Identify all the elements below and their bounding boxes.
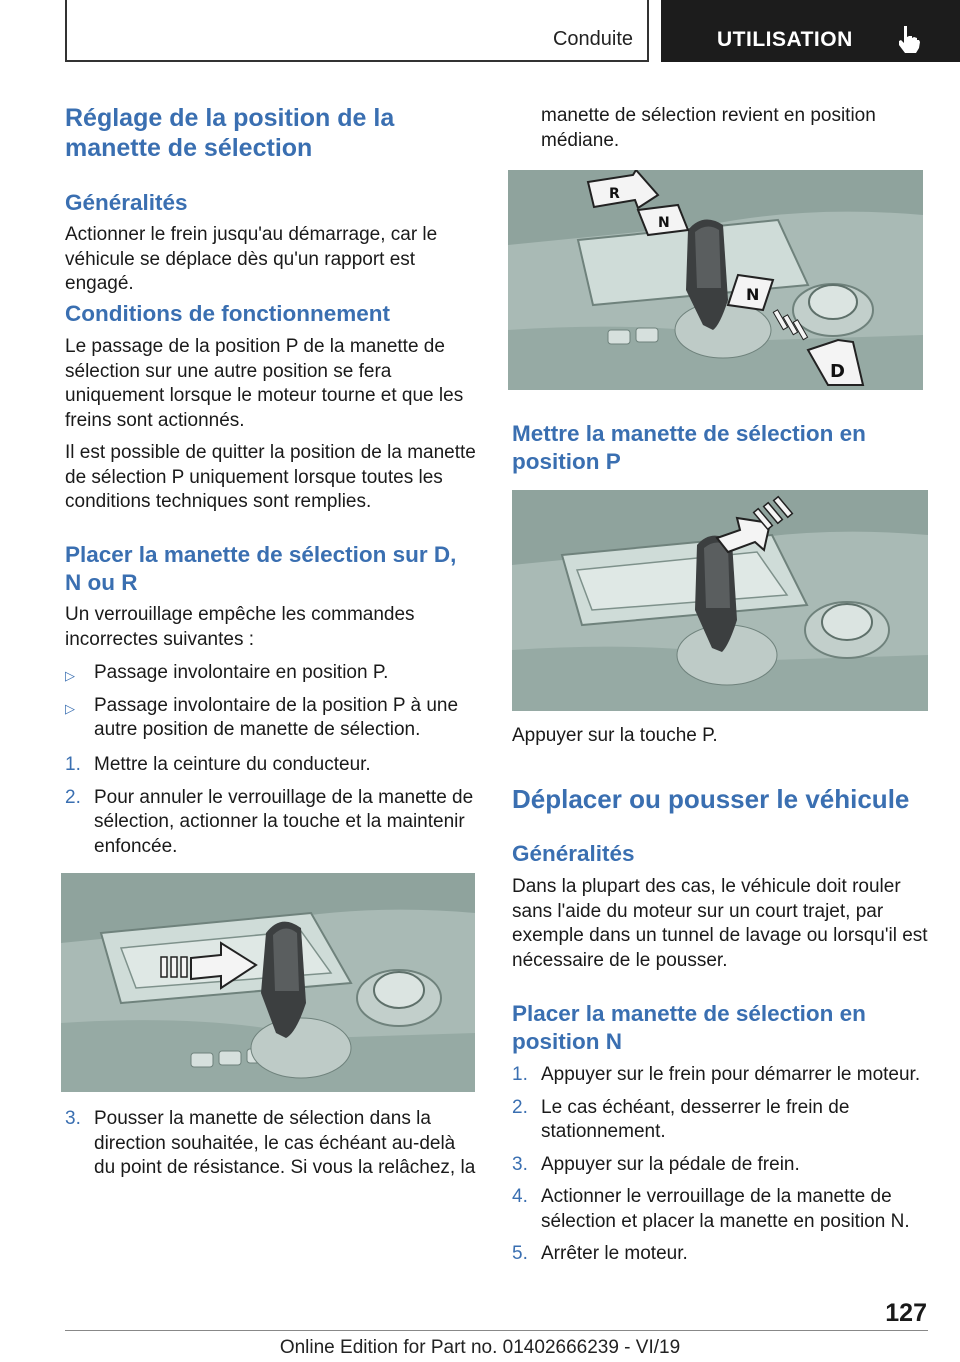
gear-label-n-up: N [658, 215, 670, 231]
steps-list-2 [65, 1107, 477, 1181]
conditions-paragraph-2: Il est possible de quitter la position de la manette de sélection P uniquement lorsque toutes les conditions techniques sont remplies. [65, 442, 476, 512]
mettre-p-heading: Mettre la manette de sélection en position P [512, 421, 866, 474]
list-item: 1. Mettre la ceinture du conducteur. [65, 754, 371, 775]
gear-label-r: R [609, 186, 620, 202]
gear-selector-unlock-illustration [61, 873, 475, 1092]
gear-directions-illustration [508, 170, 923, 390]
list-item: 2. Pour annuler le verrouillage de la manette de sélection, actionner la touche et la maintenir enfoncée. [65, 786, 474, 857]
gear-label-n-down: N [746, 285, 760, 304]
conditions-heading: Conditions de fonctionnement [65, 301, 390, 326]
list-item: ▷ Passage involontaire de la position P à une autre position de manette de sélection. [65, 694, 459, 740]
triangle-bullet-icon: ▷ [65, 700, 75, 716]
list-item: ▷ Passage involontaire en position P. [65, 661, 477, 686]
generalites-text-2: Dans la plupart des cas, le véhicule doit rouler sans l'aide du moteur sur un court trajet, par exemple dans un tunnel de lavage ou lorsqu'il est nécessaire de le pousser. [512, 876, 928, 971]
footer-edition: Online Edition for Part no. 01402666239 - VI/19 [279, 1337, 681, 1358]
deplacer-heading: Déplacer ou pousser le véhicule [512, 784, 910, 814]
header-chapter-title: UTILISATION [717, 28, 853, 51]
generalites-heading-2: Généralités [512, 841, 635, 866]
p-button-illustration [512, 490, 928, 711]
header-section-title: Conduite [552, 28, 633, 50]
header-chapter-tab [661, 0, 960, 62]
list-item: 1. Appuyer sur le frein pour démarrer le moteur. [512, 1064, 921, 1085]
steps-list-n [512, 1063, 928, 1267]
footer-divider [65, 1330, 928, 1331]
list-item: 4. Actionner le verrouillage de la manette de sélection et placer la manette en position N. [512, 1186, 910, 1232]
list-item: 3. Appuyer sur la pédale de frein. [512, 1153, 800, 1175]
gear-label-d: D [830, 361, 845, 382]
placer-dnr-heading: Placer la manette de sélection sur D, N ou R [65, 542, 457, 595]
continued-step-text: manette de sélection revient en position médiane. [541, 105, 876, 151]
triangle-bullet-icon: ▷ [65, 668, 75, 683]
list-item: 3. Pousser la manette de sélection dans la direction souhaitée, le cas échéant au-delà du point de résistance. Si vous la relâchez, la [65, 1108, 476, 1178]
pointing-hand-icon [893, 24, 923, 54]
header-section-box [65, 0, 649, 62]
placer-n-heading: Placer la manette de sélection en position N [512, 1001, 866, 1054]
placer-intro: Un verrouillage empêche les commandes incorrectes suivantes : [65, 604, 415, 650]
section-title: Réglage de la position de la manette de sélection [65, 104, 395, 162]
list-item: 2. Le cas échéant, desserrer le frein de stationnement. [512, 1096, 850, 1142]
page-number: 127 [885, 1299, 927, 1327]
conditions-paragraph-1: Le passage de la position P de la manette de sélection sur une autre position se fera uniquement lorsque le moteur tourne et que les freins sont actionnés. [65, 336, 464, 431]
mettre-p-text: Appuyer sur la touche P. [512, 725, 718, 746]
bullet-list [65, 661, 477, 743]
generalites-text: Actionner le frein jusqu'au démarrage, car le véhicule se déplace dès qu'un rapport est engagé. [65, 224, 438, 294]
list-item: 5. Arrêter le moteur. [512, 1243, 688, 1264]
steps-list-1 [65, 753, 477, 859]
generalites-heading: Généralités [65, 190, 188, 215]
